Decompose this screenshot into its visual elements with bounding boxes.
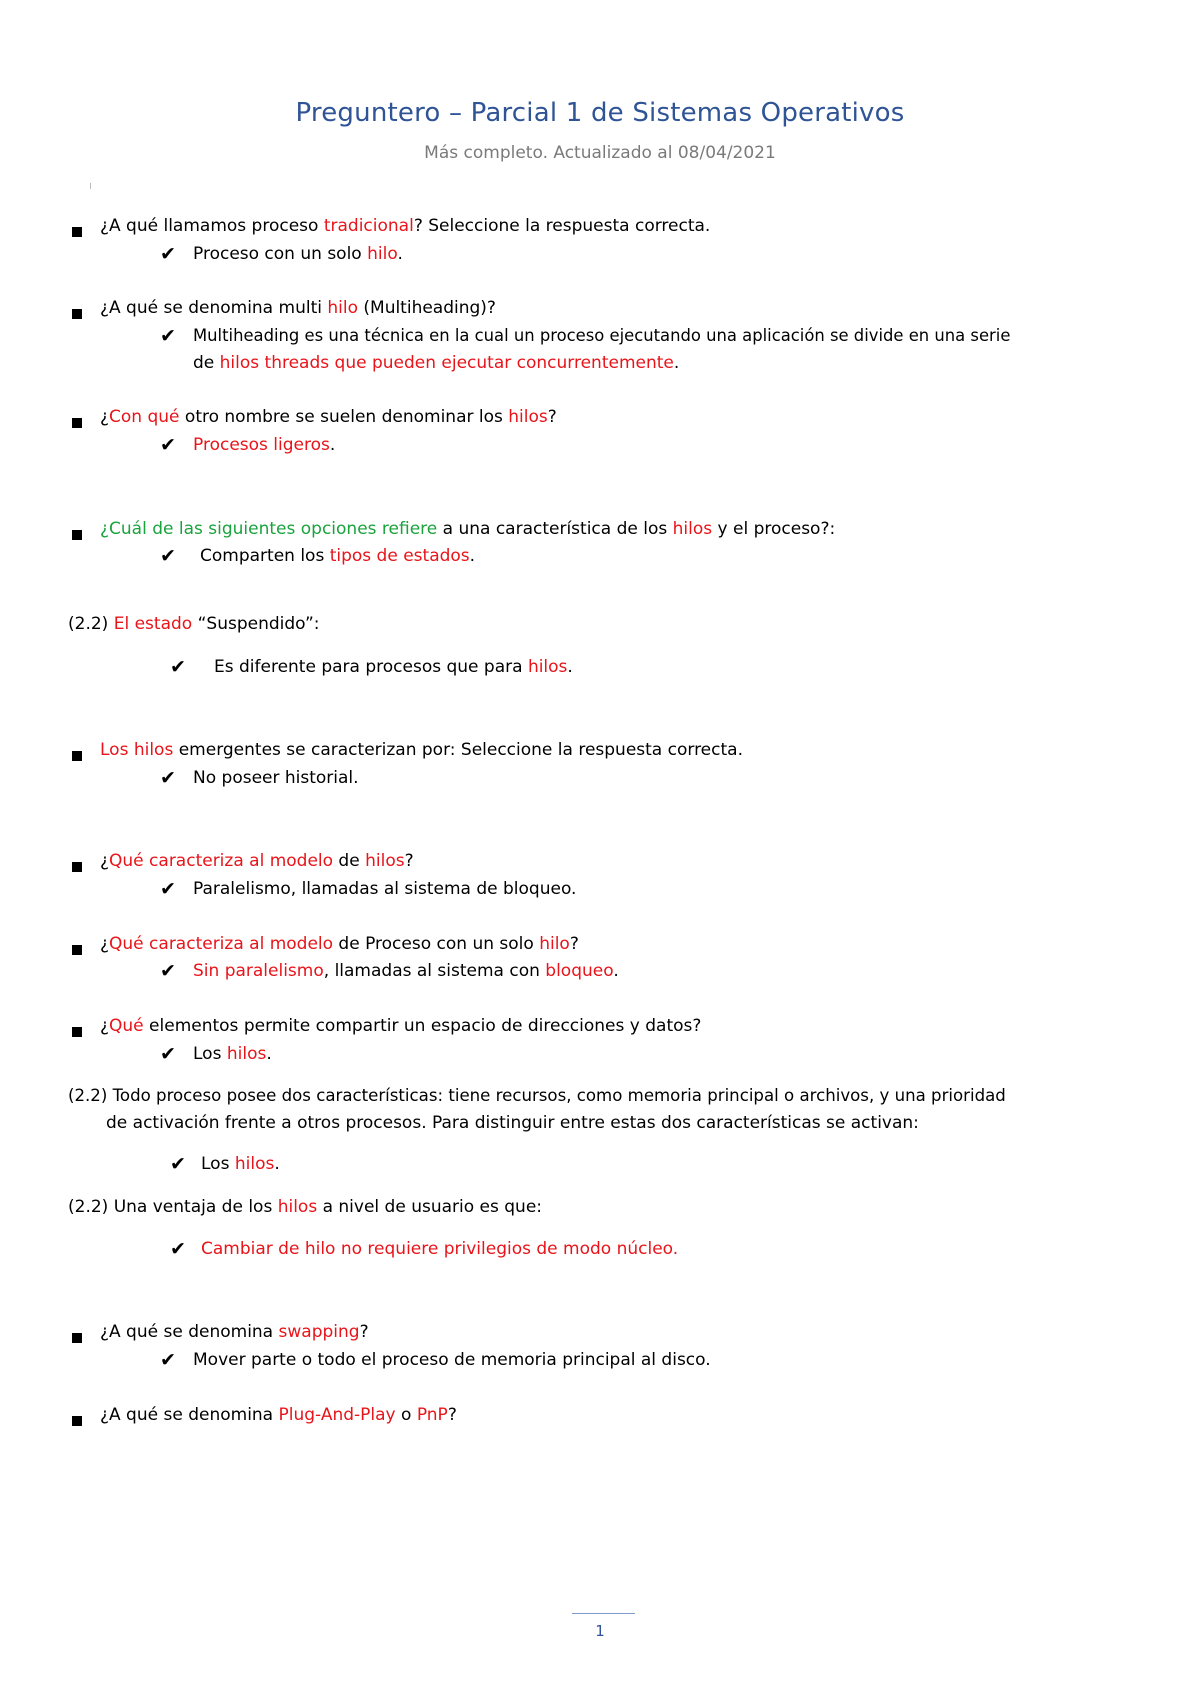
question-10-line-2	[106, 1109, 919, 1137]
question-text: y el proceso?:	[712, 519, 836, 539]
question-2	[100, 294, 496, 322]
document-title: Preguntero – Parcial 1 de Sistemas Operativos	[295, 98, 905, 128]
answer-text: Los	[201, 1154, 235, 1174]
page-number: 1	[595, 1622, 605, 1640]
stray-mark	[90, 183, 91, 189]
answer-text: Mover parte o todo el proceso de memoria principal al disco.	[193, 1350, 711, 1370]
question-11	[68, 1193, 542, 1221]
check-icon: ✔	[160, 767, 176, 789]
answer-text: .	[266, 1044, 272, 1064]
answer-text: No poseer historial.	[193, 768, 359, 788]
question-text: otro nombre se suelen denominar los	[179, 407, 509, 427]
highlight-text: hilo	[327, 298, 358, 318]
square-bullet-icon	[72, 1416, 82, 1426]
question-8	[100, 930, 579, 958]
check-icon: ✔	[160, 325, 176, 347]
answer-7	[193, 875, 576, 903]
check-icon: ✔	[160, 1043, 176, 1065]
answer-text: Multiheading es una técnica en la cual un proceso ejecutando una aplicación se divide en una serie	[193, 326, 1011, 345]
question-text: ? Seleccione la respuesta correcta.	[413, 216, 711, 236]
answer-text: Paralelismo, llamadas al sistema de bloqueo.	[193, 879, 577, 899]
highlight-text: hilos	[226, 1044, 267, 1064]
footer-divider	[572, 1613, 635, 1614]
highlight-text: swapping	[278, 1322, 360, 1342]
answer-text: .	[329, 435, 336, 455]
square-bullet-icon	[72, 945, 82, 955]
answer-text: Es diferente para procesos que para	[214, 657, 528, 677]
question-text: de Proceso con un solo	[333, 934, 540, 954]
question-text: (2.2)	[68, 614, 114, 634]
question-9	[100, 1012, 701, 1040]
square-bullet-icon	[72, 1027, 82, 1037]
answer-text: .	[613, 961, 619, 981]
highlight-text: tipos de estados	[329, 546, 470, 566]
highlight-text: hilos	[527, 657, 568, 677]
answer-6	[193, 764, 359, 792]
highlight-text-green: ¿Cuál de las siguientes opciones refiere	[100, 519, 438, 539]
highlight-text: Plug-And-Play	[278, 1405, 396, 1425]
check-icon: ✔	[160, 1349, 176, 1371]
square-bullet-icon	[72, 227, 82, 237]
answer-text: Los	[193, 1044, 227, 1064]
answer-text: .	[397, 244, 403, 264]
question-text: ¿A qué se denomina multi	[100, 298, 328, 318]
highlight-text: Qué	[109, 1016, 144, 1036]
highlight-text: hilos	[508, 407, 548, 427]
question-12	[100, 1318, 369, 1346]
question-text: ¿A qué llamamos proceso	[100, 216, 324, 236]
question-text: ¿A qué se denomina	[100, 1405, 279, 1425]
question-13	[100, 1401, 457, 1429]
answer-text: .	[274, 1154, 280, 1174]
answer-2-line-1	[193, 322, 1010, 350]
highlight-text: Procesos ligeros	[193, 435, 330, 455]
highlight-text: Los hilos	[100, 740, 174, 760]
check-icon: ✔	[170, 656, 186, 678]
check-icon: ✔	[160, 243, 176, 265]
highlight-text: Qué caracteriza al modelo	[109, 934, 334, 954]
question-4	[100, 515, 835, 543]
question-text: ?	[447, 1405, 457, 1425]
question-3	[100, 403, 557, 431]
highlight-text: Con qué	[109, 407, 180, 427]
answer-text: Proceso con un solo	[193, 244, 368, 264]
check-icon: ✔	[160, 545, 176, 567]
highlight-text: hilos threads que pueden ejecutar concurrentemente	[219, 353, 674, 373]
square-bullet-icon	[72, 418, 82, 428]
answer-text: , llamadas al sistema con	[323, 961, 546, 981]
answer-5	[214, 653, 573, 681]
question-text: (Multiheading)?	[357, 298, 496, 318]
answer-3	[193, 431, 335, 459]
question-text: o	[395, 1405, 417, 1425]
question-text: ?	[404, 851, 414, 871]
answer-9	[193, 1040, 272, 1068]
question-text: ?	[569, 934, 579, 954]
highlight-text: Cambiar de hilo no requiere privilegios de modo núcleo.	[201, 1239, 679, 1259]
question-text: (2.2) Todo proceso posee dos características: tiene recursos, como memoria principal o archivos, y una prioridad	[68, 1086, 1006, 1105]
question-text: de	[333, 851, 366, 871]
question-text: a nivel de usuario es que:	[317, 1197, 543, 1217]
highlight-text: El estado	[113, 614, 193, 634]
highlight-text: Qué caracteriza al modelo	[109, 851, 334, 871]
highlight-text: hilos	[365, 851, 405, 871]
question-text: ¿A qué se denomina	[100, 1322, 279, 1342]
answer-1	[193, 240, 403, 268]
highlight-text: Sin paralelismo	[193, 961, 324, 981]
check-icon: ✔	[160, 434, 176, 456]
question-text: ?	[547, 407, 557, 427]
question-7	[100, 847, 414, 875]
check-icon: ✔	[170, 1238, 186, 1260]
highlight-text: tradicional	[323, 216, 414, 236]
answer-10	[201, 1150, 280, 1178]
answer-11	[201, 1235, 678, 1263]
question-6	[100, 736, 743, 764]
check-icon: ✔	[160, 960, 176, 982]
document-subtitle: Más completo. Actualizado al 08/04/2021	[424, 143, 776, 163]
question-text: elementos permite compartir un espacio de direcciones y datos?	[143, 1016, 702, 1036]
answer-text: de	[193, 353, 220, 373]
check-icon: ✔	[160, 878, 176, 900]
square-bullet-icon	[72, 1333, 82, 1343]
answer-2-line-2	[193, 349, 679, 377]
question-text: ?	[359, 1322, 369, 1342]
question-1	[100, 212, 710, 240]
question-text: ¿	[100, 1016, 110, 1036]
question-text: a una característica de los	[437, 519, 673, 539]
highlight-text: hilo	[367, 244, 398, 264]
question-text: ¿	[100, 851, 110, 871]
highlight-text: hilos	[672, 519, 713, 539]
question-text: ¿	[100, 934, 110, 954]
question-text: ¿	[100, 407, 110, 427]
square-bullet-icon	[72, 751, 82, 761]
answer-8	[193, 957, 619, 985]
answer-text: Comparten los	[200, 546, 330, 566]
answer-text: .	[567, 657, 573, 677]
question-10-line-1	[68, 1082, 1006, 1110]
highlight-text: PnP	[416, 1405, 448, 1425]
question-text: emergentes se caracterizan por: Seleccione la respuesta correcta.	[173, 740, 743, 760]
question-text: “Suspendido”:	[192, 614, 320, 634]
question-text: (2.2) Una ventaja de los	[68, 1197, 278, 1217]
square-bullet-icon	[72, 862, 82, 872]
answer-text: .	[469, 546, 476, 566]
answer-4	[200, 542, 475, 570]
square-bullet-icon	[72, 309, 82, 319]
check-icon: ✔	[170, 1153, 186, 1175]
question-text: de activación frente a otros procesos. Para distinguir entre estas dos características se activan:	[106, 1113, 919, 1133]
highlight-text: hilos	[277, 1197, 318, 1217]
answer-12	[193, 1346, 711, 1374]
question-5	[68, 610, 319, 638]
highlight-text: hilos	[234, 1154, 275, 1174]
answer-text: .	[673, 353, 680, 373]
highlight-text: bloqueo	[545, 961, 614, 981]
square-bullet-icon	[72, 530, 82, 540]
highlight-text: hilo	[539, 934, 570, 954]
